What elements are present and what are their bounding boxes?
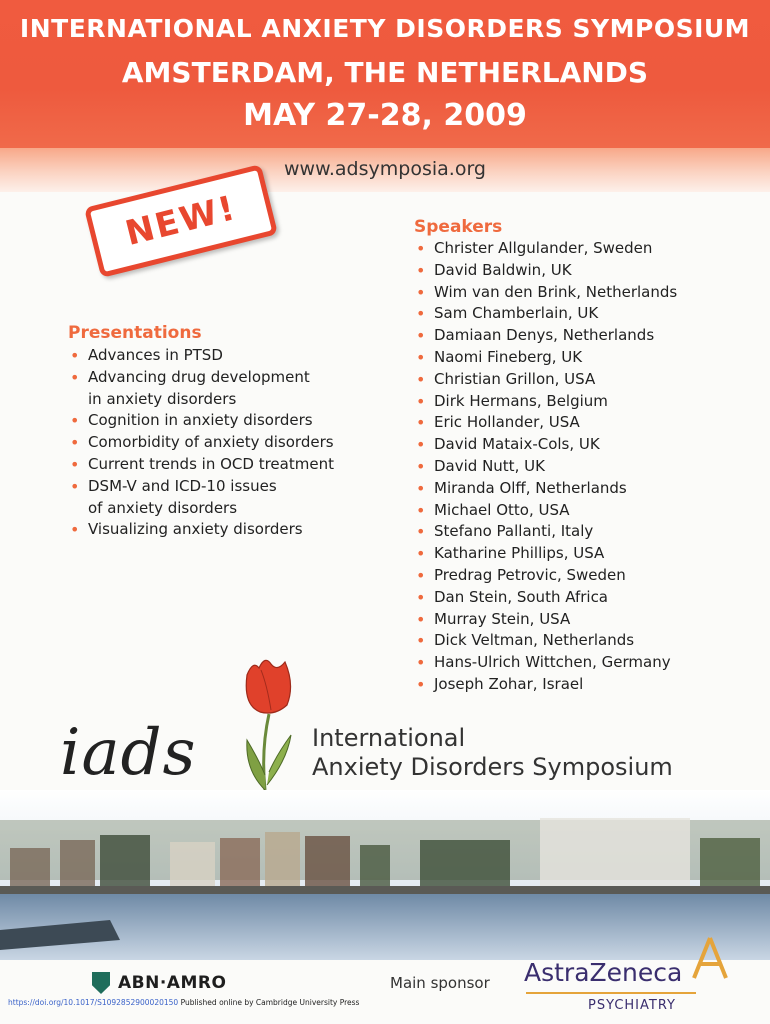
tulip-icon xyxy=(225,650,315,800)
presentations-item: • Advancing drug development xyxy=(68,367,334,389)
website-link[interactable]: www.adsymposia.org xyxy=(284,158,486,180)
dates: MAY 27-28, 2009 xyxy=(243,98,527,133)
abn-shield-icon xyxy=(92,972,110,994)
presentations-item: • Advances in PTSD xyxy=(68,345,334,367)
symposium-title: INTERNATIONAL ANXIETY DISORDERS SYMPOSIUM xyxy=(19,14,751,43)
presentations-list xyxy=(68,345,334,541)
presentations-item: • Comorbidity of anxiety disorders xyxy=(68,432,334,454)
speakers-item: • Naomi Fineberg, UK xyxy=(414,347,677,369)
speakers-item: • Dick Veltman, Netherlands xyxy=(414,630,677,652)
speakers-item: • Christer Allgulander, Sweden xyxy=(414,238,677,260)
location: AMSTERDAM, THE NETHERLANDS xyxy=(121,56,649,89)
new-badge-label: NEW! xyxy=(121,187,241,255)
speakers-item: • Stefano Pallanti, Italy xyxy=(414,521,677,543)
speakers-title: Speakers xyxy=(414,217,503,237)
speakers-item: • Sam Chamberlain, UK xyxy=(414,303,677,325)
presentations-item: in anxiety disorders xyxy=(88,389,237,408)
astrazeneca-logo: AstraZeneca xyxy=(524,958,683,987)
logo-line2: Anxiety Disorders Symposium xyxy=(312,753,673,781)
speakers-item: • Miranda Olff, Netherlands xyxy=(414,478,677,500)
speakers-list xyxy=(414,238,677,696)
presentations-item: • DSM-V and ICD-10 issues xyxy=(68,476,334,498)
speakers-item: • David Baldwin, UK xyxy=(414,260,677,282)
astrazeneca-underline xyxy=(526,992,696,994)
doi-link[interactable]: https://doi.org/10.1017/S1092852900020150 xyxy=(8,998,179,1007)
website-band xyxy=(0,148,770,192)
speakers-item: • Damiaan Denys, Netherlands xyxy=(414,325,677,347)
presentations-item: of anxiety disorders xyxy=(88,498,238,517)
speakers-item: • Murray Stein, USA xyxy=(414,609,677,631)
bank-name: ABN·AMRO xyxy=(118,973,227,993)
psychiatry-label: PSYCHIATRY xyxy=(588,998,676,1013)
logo-text xyxy=(312,724,673,782)
publication-note xyxy=(8,998,359,1007)
presentations-item: • Cognition in anxiety disorders xyxy=(68,410,334,432)
speakers-item: • Joseph Zohar, Israel xyxy=(414,674,677,696)
header-band xyxy=(0,0,770,148)
speakers-item: • Wim van den Brink, Netherlands xyxy=(414,282,677,304)
speakers-item: • Eric Hollander, USA xyxy=(414,412,677,434)
presentations-item: • Visualizing anxiety disorders xyxy=(68,519,334,541)
presentations-item: • Current trends in OCD treatment xyxy=(68,454,334,476)
speakers-item: • Hans-Ulrich Wittchen, Germany xyxy=(414,652,677,674)
speakers-item: • Dirk Hermans, Belgium xyxy=(414,391,677,413)
speakers-item: • Dan Stein, South Africa xyxy=(414,587,677,609)
abn-amro-logo xyxy=(92,972,226,994)
astrazeneca-symbol-icon xyxy=(690,934,730,982)
speakers-item: • Christian Grillon, USA xyxy=(414,369,677,391)
amsterdam-canal-photo xyxy=(0,790,770,960)
iads-logo: iads xyxy=(60,716,197,790)
speakers-item: • Predrag Petrovic, Sweden xyxy=(414,565,677,587)
logo-line1: International xyxy=(312,724,466,752)
presentations-title: Presentations xyxy=(68,323,202,343)
main-sponsor-label: Main sponsor xyxy=(390,974,490,992)
speakers-item: • David Nutt, UK xyxy=(414,456,677,478)
speakers-item: • Katharine Phillips, USA xyxy=(414,543,677,565)
published-note: Published online by Cambridge University Press xyxy=(178,998,360,1007)
speakers-item: • David Mataix-Cols, UK xyxy=(414,434,677,456)
speakers-item: • Michael Otto, USA xyxy=(414,500,677,522)
